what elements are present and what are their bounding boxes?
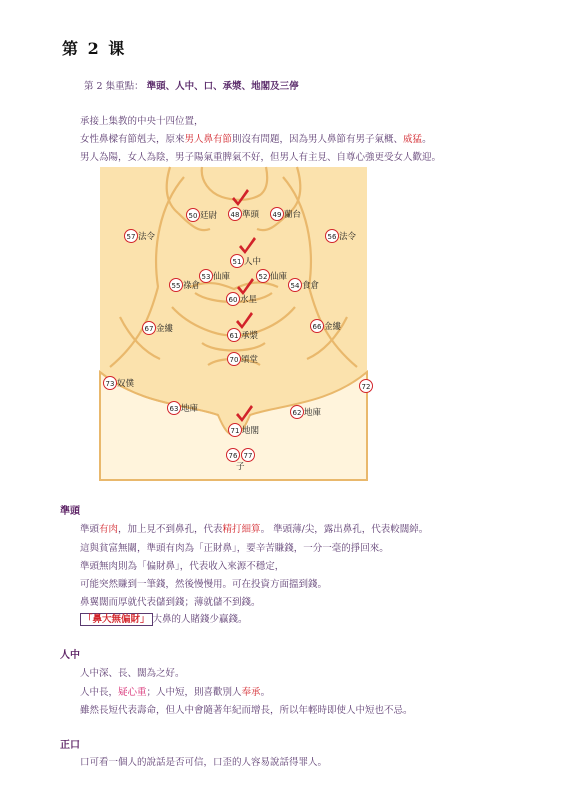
intro-line-1: 承接上集教的中央十四位置，	[80, 116, 204, 127]
s1-line-5: 鼻翼闊而厚就代表儲到錢；薄就儲不到錢。	[80, 597, 261, 608]
svg-text:67: 67	[144, 325, 154, 333]
s3-line-1: 口可看一個人的說話是否可信，口歪的人容易說話得罪人。	[80, 757, 328, 768]
svg-text:70: 70	[229, 356, 239, 364]
intro-highlight: 男人鼻有節	[184, 134, 233, 145]
label-71	[229, 424, 260, 437]
s2-line-1: 人中深、長、闊為之好。	[80, 668, 185, 679]
s1-line-6	[80, 611, 248, 625]
label-49	[271, 208, 302, 221]
intro-text: 則沒有問題，因為男人鼻節有男子氣概、	[232, 134, 404, 145]
svg-text:仙庫: 仙庫	[270, 272, 288, 282]
label-50	[187, 209, 218, 222]
text: 。 準頭薄/尖，露出鼻孔，代表較闊綽。	[260, 524, 429, 535]
text: 人中長，	[80, 687, 119, 698]
svg-text:奴僕: 奴僕	[117, 379, 135, 389]
lesson-focus	[84, 78, 299, 92]
svg-text:祿倉: 祿倉	[183, 281, 201, 291]
label-67	[143, 322, 174, 335]
intro-line-3: 男人為陽，女人為陰，男子陽氣重脾氣不好，但男人有主見、自尊心強更受女人歡迎。	[80, 152, 442, 163]
svg-text:法令: 法令	[138, 232, 156, 242]
svg-text:53: 53	[201, 273, 211, 281]
face-diagram	[100, 167, 371, 480]
svg-text:66: 66	[312, 323, 322, 331]
lesson-title: 第 2 课	[62, 39, 127, 58]
label-52	[257, 270, 288, 283]
text: 準頭	[80, 524, 100, 535]
intro-line-2	[80, 131, 432, 145]
svg-text:金縷: 金縷	[156, 324, 174, 334]
svg-text:49: 49	[272, 211, 282, 219]
label-62	[291, 406, 322, 419]
svg-text:水星: 水星	[240, 295, 258, 305]
svg-text:地庫: 地庫	[304, 408, 322, 418]
highlight: 疑心重	[118, 687, 147, 698]
label-51	[231, 255, 262, 268]
text: ，加上見不到鼻孔，代表	[118, 524, 223, 535]
svg-text:61: 61	[229, 332, 239, 340]
highlight: 有肉	[99, 524, 119, 535]
focus-topics: 準頭、人中、口、承漿、地閣及三停	[146, 81, 299, 92]
section-heading-renzhong: 人中	[60, 650, 80, 661]
intro-highlight: 威猛	[403, 134, 423, 145]
label-zi: 子	[236, 462, 245, 472]
svg-text:法令: 法令	[339, 232, 357, 242]
s2-line-3: 雖然長短代表壽命，但人中會隨著年紀而增長，所以年輕時即使人中短也不忌。	[80, 705, 413, 716]
svg-text:56: 56	[327, 233, 337, 241]
svg-text:77: 77	[243, 452, 253, 460]
focus-prefix: 第 2 集重點：	[84, 81, 144, 92]
label-54	[289, 279, 320, 292]
highlight: 奉承	[241, 687, 261, 698]
svg-text:62: 62	[292, 409, 302, 417]
svg-text:人中: 人中	[244, 257, 262, 267]
svg-text:準頭: 準頭	[242, 210, 260, 220]
svg-text:57: 57	[126, 233, 136, 241]
svg-text:60: 60	[228, 296, 238, 304]
svg-text:72: 72	[361, 383, 371, 391]
svg-text:承漿: 承漿	[241, 331, 259, 341]
svg-text:54: 54	[290, 282, 300, 290]
label-70	[228, 353, 259, 366]
label-48	[229, 208, 260, 221]
s1-line-4: 可能突然賺到一筆錢，然後慢慢用。可在投資方面搵到錢。	[80, 579, 328, 590]
section-heading-zhengkou: 正口	[60, 740, 80, 751]
label-73	[104, 377, 135, 390]
label-56	[326, 230, 357, 243]
svg-text:55: 55	[171, 282, 181, 290]
highlight: 精打細算	[222, 524, 261, 535]
svg-text:63: 63	[169, 405, 179, 413]
svg-text:地庫: 地庫	[181, 404, 199, 414]
svg-text:地閣: 地閣	[242, 426, 260, 436]
text: ；人中短，則喜歡別人	[146, 687, 242, 698]
svg-text:51: 51	[232, 258, 242, 266]
label-77	[242, 449, 255, 462]
label-53	[200, 270, 231, 283]
svg-text:52: 52	[258, 273, 268, 281]
svg-text:頌堂: 頌堂	[241, 355, 259, 365]
svg-text:71: 71	[230, 427, 240, 435]
label-57	[125, 230, 156, 243]
label-66	[311, 320, 342, 333]
svg-text:食倉: 食倉	[302, 281, 320, 291]
svg-text:50: 50	[188, 212, 198, 220]
intro-text: 。	[422, 134, 432, 145]
text: 大鼻的人賭錢少贏錢。	[152, 614, 248, 625]
svg-text:仙庫: 仙庫	[213, 272, 231, 282]
label-72	[360, 380, 373, 393]
svg-text:76: 76	[228, 452, 238, 460]
s1-line-1	[80, 521, 428, 535]
svg-text:48: 48	[230, 211, 240, 219]
label-55	[170, 279, 201, 292]
label-60	[227, 293, 258, 306]
svg-text:廷尉: 廷尉	[200, 211, 218, 221]
boxed-phrase: 「鼻大無偏財」	[80, 613, 153, 626]
text: 。	[260, 687, 271, 698]
label-63	[168, 402, 199, 415]
s1-line-2: 這與貧富無關，準頭有肉為「正財鼻」，要辛苦賺錢，一分一毫的掙回來。	[80, 543, 389, 554]
svg-text:蘭台: 蘭台	[284, 210, 302, 220]
s1-line-3: 準頭無肉則為「偏財鼻」，代表收入來源不穩定，	[80, 561, 285, 572]
intro-text: 女性鼻樑有節剋夫，原來	[80, 134, 185, 145]
svg-text:73: 73	[105, 380, 115, 388]
s2-line-2	[80, 684, 270, 698]
svg-text:金縷: 金縷	[324, 322, 342, 332]
label-61	[228, 329, 259, 342]
section-heading-zhuntou: 準頭	[60, 506, 80, 517]
label-76	[227, 449, 240, 462]
